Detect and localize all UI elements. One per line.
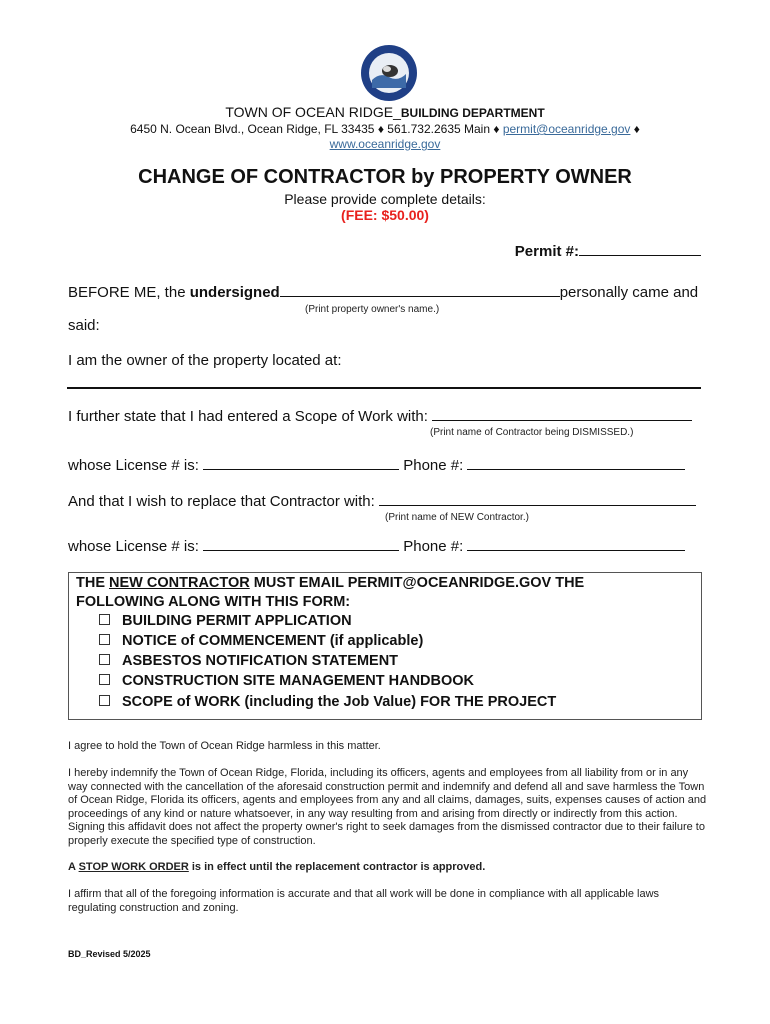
- org-main: TOWN OF OCEAN RIDGE_: [225, 104, 401, 120]
- checklist-label: ASBESTOS NOTIFICATION STATEMENT: [122, 653, 399, 669]
- revision-footer: BD_Revised 5/2025: [68, 949, 151, 959]
- checkbox-icon[interactable]: [99, 654, 110, 665]
- license-input-2[interactable]: [203, 550, 399, 551]
- checklist-item[interactable]: [99, 633, 423, 649]
- harmless-paragraph: I agree to hold the Town of Ocean Ridge harmless in this matter.: [68, 740, 381, 752]
- phone-input-1[interactable]: [467, 469, 685, 470]
- owner-name-hint: (Print property owner's name.): [305, 304, 440, 315]
- license-label: whose License # is:: [68, 457, 204, 474]
- page-title: CHANGE OF CONTRACTOR by PROPERTY OWNER: [138, 166, 632, 188]
- notice-underlined: NEW CONTRACTOR: [109, 575, 250, 591]
- new-contractor-line: [68, 493, 696, 510]
- fee: (FEE: $50.00): [341, 207, 429, 223]
- personally-text: personally came and: [559, 284, 699, 301]
- email-link[interactable]: permit@oceanridge.gov: [502, 122, 631, 136]
- checkbox-icon[interactable]: [99, 634, 110, 645]
- checkbox-icon[interactable]: [99, 614, 110, 625]
- stop-work-paragraph: [68, 861, 708, 875]
- dismissed-contractor-input[interactable]: [432, 420, 692, 421]
- checklist-item[interactable]: [99, 694, 556, 710]
- separator: ♦: [630, 122, 640, 136]
- stop-pre: A: [68, 861, 79, 873]
- dismissed-contractor-line: [68, 408, 692, 425]
- owner-name-line: [68, 284, 698, 301]
- address: 6450 N. Ocean Blvd., Ocean Ridge, FL 33435 ♦ 561.732.2635 Main ♦: [130, 122, 503, 136]
- website-link[interactable]: www.oceanridge.gov: [329, 137, 441, 151]
- phone-input-2[interactable]: [467, 550, 685, 551]
- new-contractor-hint: (Print name of NEW Contractor.): [385, 512, 529, 523]
- owner-of-text: I am the owner of the property located at:: [68, 352, 342, 369]
- notice-post: MUST EMAIL PERMIT@OCEANRIDGE.GOV THE: [249, 575, 585, 591]
- town-seal-logo: [360, 44, 418, 102]
- checkbox-icon[interactable]: [99, 695, 110, 706]
- before-me-text: BEFORE ME, the: [68, 284, 190, 301]
- stop-work-order: STOP WORK ORDER: [78, 861, 189, 873]
- checklist-label: CONSTRUCTION SITE MANAGEMENT HANDBOOK: [122, 673, 475, 689]
- notice-line-1: [76, 575, 584, 591]
- checklist-label: SCOPE of WORK (including the Job Value) FOR THE PROJECT: [122, 694, 557, 710]
- license-label: whose License # is:: [68, 538, 204, 555]
- undersigned-text: undersigned: [189, 284, 280, 301]
- subtitle: Please provide complete details:: [284, 191, 486, 207]
- address-line: [0, 122, 770, 136]
- website-line: [0, 137, 770, 151]
- checklist-item[interactable]: [99, 673, 474, 689]
- new-contractor-input[interactable]: [379, 505, 696, 506]
- said-text: said:: [68, 317, 100, 334]
- indemnify-paragraph: I hereby indemnify the Town of Ocean Ridge, Florida, including its officers, agents and employees from all liability from or in any way connected with the cancellation of the aforesaid construction permit and indemnify and defend all and save harmless the Town of Ocean Ridge, Florida its officers, agents and employees from any and all claims, damages, suits, expenses causes of action and proceedings of any kind or nature whatsoever, in any way resulting from and arising from directly or indirectly from this action. Signing this affidavit does not affect the property owner's right to seek damages from the dismissed contractor due to their failure to properly execute the specified type of construction.: [68, 767, 707, 847]
- phone-label: Phone #:: [399, 457, 468, 474]
- further-text: I further state that I had entered a Scope of Work with:: [68, 408, 433, 425]
- license-line-1: [68, 457, 685, 474]
- notice-line-2: FOLLOWING ALONG WITH THIS FORM:: [76, 594, 351, 610]
- affirm-paragraph: I affirm that all of the foregoing information is accurate and that all work will be done in compliance with all applicable laws regulating construction and zoning.: [68, 888, 660, 914]
- license-line-2: [68, 538, 685, 555]
- notice-pre: THE: [76, 575, 110, 591]
- checkbox-icon[interactable]: [99, 674, 110, 685]
- checklist-label: NOTICE of COMMENCEMENT (if applicable): [122, 633, 424, 649]
- org-dept: BUILDING DEPARTMENT: [400, 106, 545, 120]
- permit-label: Permit #:: [514, 243, 579, 260]
- stop-post: is in effect until the replacement contractor is approved.: [188, 861, 486, 873]
- owner-name-input[interactable]: [280, 296, 560, 297]
- checklist-item[interactable]: [99, 613, 352, 629]
- phone-label: Phone #:: [399, 538, 468, 555]
- checklist-item[interactable]: [99, 653, 398, 669]
- notice-box: [68, 572, 702, 720]
- license-input-1[interactable]: [203, 469, 399, 470]
- checklist-label: BUILDING PERMIT APPLICATION: [122, 613, 352, 629]
- replace-text: And that I wish to replace that Contractor with:: [68, 493, 379, 510]
- dismissed-hint: (Print name of Contractor being DISMISSED.): [430, 427, 634, 438]
- permit-field[interactable]: [515, 243, 701, 260]
- property-address-input[interactable]: [67, 387, 701, 389]
- org-name: [0, 104, 770, 120]
